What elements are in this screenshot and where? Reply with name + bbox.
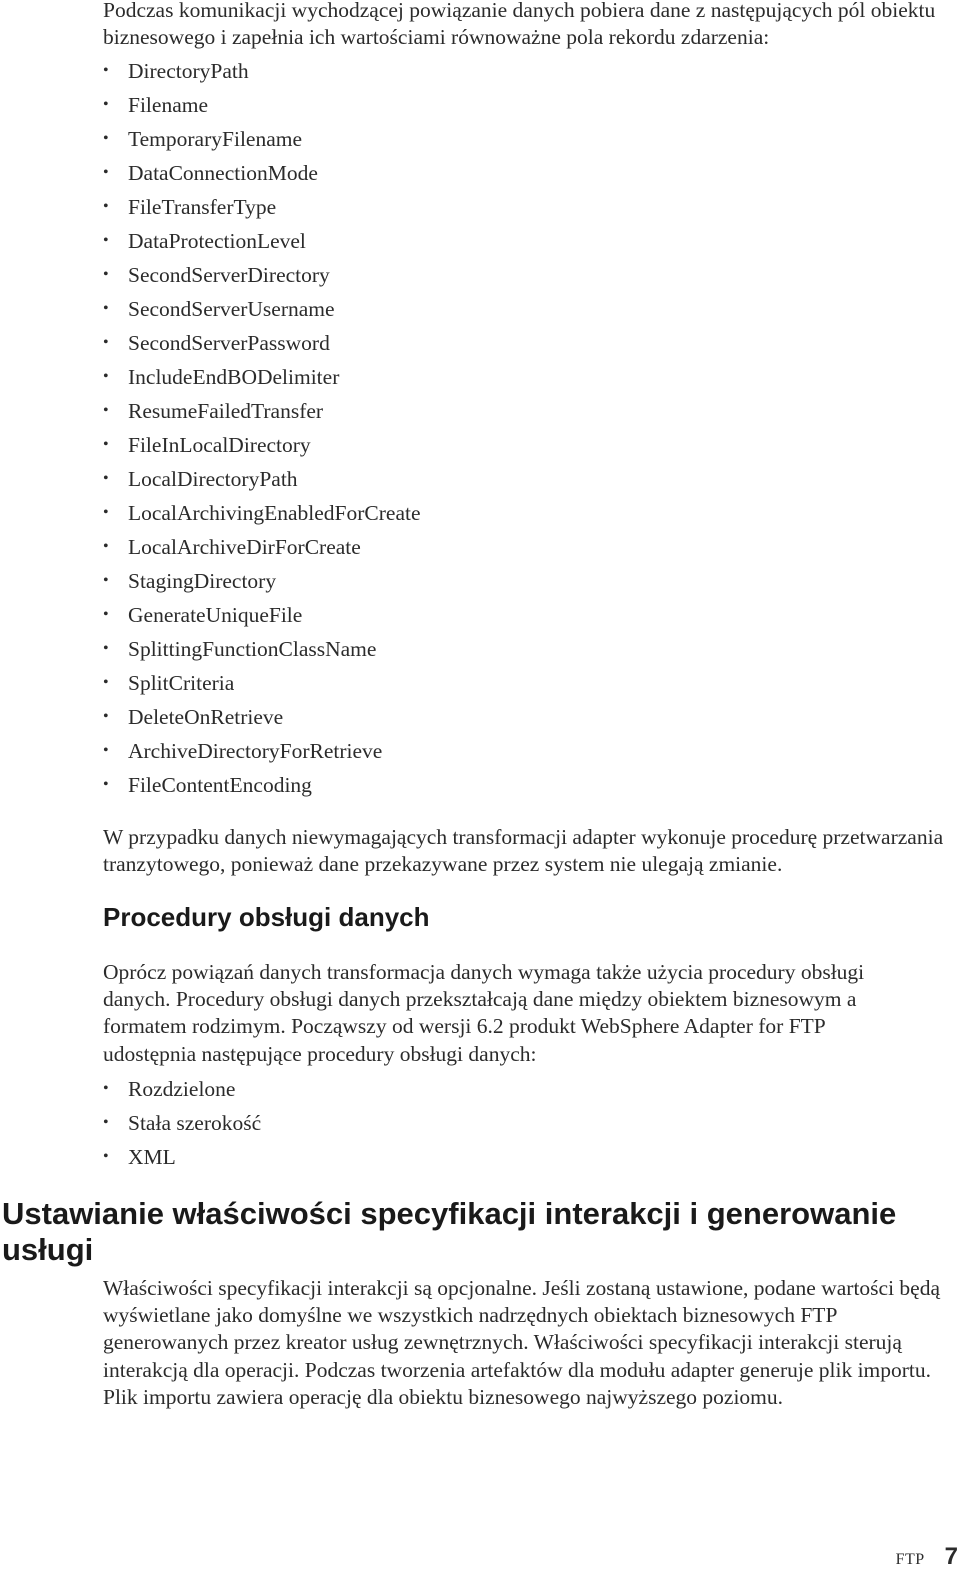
bullet-marker: • bbox=[103, 674, 109, 691]
bullet-marker: • bbox=[103, 62, 109, 79]
data-handler-item bbox=[103, 1076, 261, 1110]
bullet-marker: • bbox=[103, 708, 109, 725]
data-handler-item-label: Rozdzielone bbox=[128, 1077, 236, 1101]
field-list-item-label: LocalArchivingEnabledForCreate bbox=[128, 501, 421, 525]
field-list bbox=[103, 58, 421, 806]
field-list-item-label: Filename bbox=[128, 93, 209, 117]
field-list-item-label: SecondServerDirectory bbox=[128, 263, 330, 287]
bullet-marker: • bbox=[103, 130, 109, 147]
field-list-item bbox=[103, 500, 421, 534]
bullet-marker: • bbox=[103, 334, 109, 351]
page-number: 7 bbox=[944, 1543, 958, 1570]
field-list-item bbox=[103, 194, 421, 228]
field-list-item bbox=[103, 330, 421, 364]
bullet-marker: • bbox=[103, 1148, 109, 1165]
page-footer bbox=[896, 1543, 958, 1569]
field-list-item-label: LocalArchiveDirForCreate bbox=[128, 535, 361, 559]
data-handlers-paragraph: Oprócz powiązań danych transformacja danych wymaga także użycia procedury obsługi danych. Procedury obsługi danych przekształcają dane między obiektem biznesowym a formatem rodzimym. Począwszy od wersji 6.2 produkt WebSphere Adapter for FTP udostępnia następujące procedury obsługi danych: bbox=[103, 960, 865, 1066]
bullet-marker: • bbox=[103, 232, 109, 249]
field-list-item bbox=[103, 92, 421, 126]
field-list-item bbox=[103, 466, 421, 500]
field-list-item-label: FileContentEncoding bbox=[128, 773, 312, 797]
interaction-spec-paragraph: Właściwości specyfikacji interakcji są opcjonalne. Jeśli zostaną ustawione, podane wartości będą wyświetlane jako domyślne we wszystkich nadrzędnych obiektach biznesowych FTP generowanych przez kreator usług zewnętrznych. Właściwości specyfikacji interakcji sterują interakcją dla operacji. Podczas tworzenia artefaktów dla modułu adapter generuje plik importu. Plik importu zawiera operację dla obiektu biznesowego najwyższego poziomu. bbox=[103, 1276, 941, 1409]
field-list-item-label: IncludeEndBODelimiter bbox=[128, 365, 340, 389]
field-list-item bbox=[103, 398, 421, 432]
bullet-marker: • bbox=[103, 96, 109, 113]
field-list-item bbox=[103, 738, 421, 772]
field-list-item-label: TemporaryFilename bbox=[128, 127, 303, 151]
bullet-marker: • bbox=[103, 742, 109, 759]
bullet-marker: • bbox=[103, 198, 109, 215]
bullet-marker: • bbox=[103, 266, 109, 283]
bullet-marker: • bbox=[103, 1114, 109, 1131]
field-list-item bbox=[103, 262, 421, 296]
field-list-item-label: FileInLocalDirectory bbox=[128, 433, 311, 457]
field-list-item bbox=[103, 568, 421, 602]
bullet-marker: • bbox=[103, 470, 109, 487]
bullet-marker: • bbox=[103, 606, 109, 623]
passthrough-paragraph: W przypadku danych niewymagających transformacji adapter wykonuje procedurę przetwarzania tranzytowego, ponieważ dane przekazywane przez system nie ulegają zmianie. bbox=[103, 825, 944, 877]
intro-paragraph: Podczas komunikacji wychodzącej powiązanie danych pobiera dane z następujących pól obiektu biznesowego i zapełnia ich wartościami równoważne pola rekordu zdarzenia: bbox=[103, 0, 936, 50]
field-list-item bbox=[103, 534, 421, 568]
field-list-item-label: ArchiveDirectoryForRetrieve bbox=[128, 739, 383, 763]
field-list-item bbox=[103, 58, 421, 92]
field-list-item-label: ResumeFailedTransfer bbox=[128, 399, 324, 423]
bullet-marker: • bbox=[103, 776, 109, 793]
bullet-marker: • bbox=[103, 164, 109, 181]
data-handler-item bbox=[103, 1144, 261, 1178]
interaction-spec-heading: Ustawianie właściwości specyfikacji interakcji i generowanie usługi bbox=[2, 1196, 897, 1267]
bullet-marker: • bbox=[103, 1080, 109, 1097]
bullet-marker: • bbox=[103, 300, 109, 317]
field-list-item bbox=[103, 228, 421, 262]
data-handler-item-label: Stała szerokość bbox=[128, 1111, 262, 1135]
bullet-marker: • bbox=[103, 402, 109, 419]
field-list-item bbox=[103, 126, 421, 160]
footer-section-name: FTP bbox=[895, 1551, 925, 1568]
field-list-item-label: DataProtectionLevel bbox=[128, 229, 306, 253]
bullet-marker: • bbox=[103, 538, 109, 555]
data-handler-list bbox=[103, 1076, 261, 1178]
field-list-item bbox=[103, 636, 421, 670]
field-list-item bbox=[103, 432, 421, 466]
field-list-item-label: FileTransferType bbox=[128, 195, 277, 219]
field-list-item-label: SplittingFunctionClassName bbox=[128, 637, 377, 661]
bullet-marker: • bbox=[103, 436, 109, 453]
data-handler-item bbox=[103, 1110, 261, 1144]
field-list-item-label: GenerateUniqueFile bbox=[128, 603, 303, 627]
bullet-marker: • bbox=[103, 572, 109, 589]
field-list-item-label: SecondServerPassword bbox=[128, 331, 330, 355]
field-list-item-label: SplitCriteria bbox=[128, 671, 235, 695]
field-list-item bbox=[103, 772, 421, 806]
field-list-item bbox=[103, 602, 421, 636]
field-list-item bbox=[103, 704, 421, 738]
data-handlers-heading: Procedury obsługi danych bbox=[103, 902, 430, 932]
bullet-marker: • bbox=[103, 504, 109, 521]
field-list-item-label: SecondServerUsername bbox=[128, 297, 335, 321]
data-handler-item-label: XML bbox=[128, 1145, 176, 1169]
field-list-item bbox=[103, 364, 421, 398]
field-list-item-label: DeleteOnRetrieve bbox=[128, 705, 284, 729]
field-list-item bbox=[103, 160, 421, 194]
field-list-item-label: LocalDirectoryPath bbox=[128, 467, 298, 491]
field-list-item-label: DirectoryPath bbox=[128, 59, 249, 83]
field-list-item-label: DataConnectionMode bbox=[128, 161, 318, 185]
field-list-item-label: StagingDirectory bbox=[128, 569, 277, 593]
field-list-item bbox=[103, 670, 421, 704]
bullet-marker: • bbox=[103, 640, 109, 657]
field-list-item bbox=[103, 296, 421, 330]
bullet-marker: • bbox=[103, 368, 109, 385]
